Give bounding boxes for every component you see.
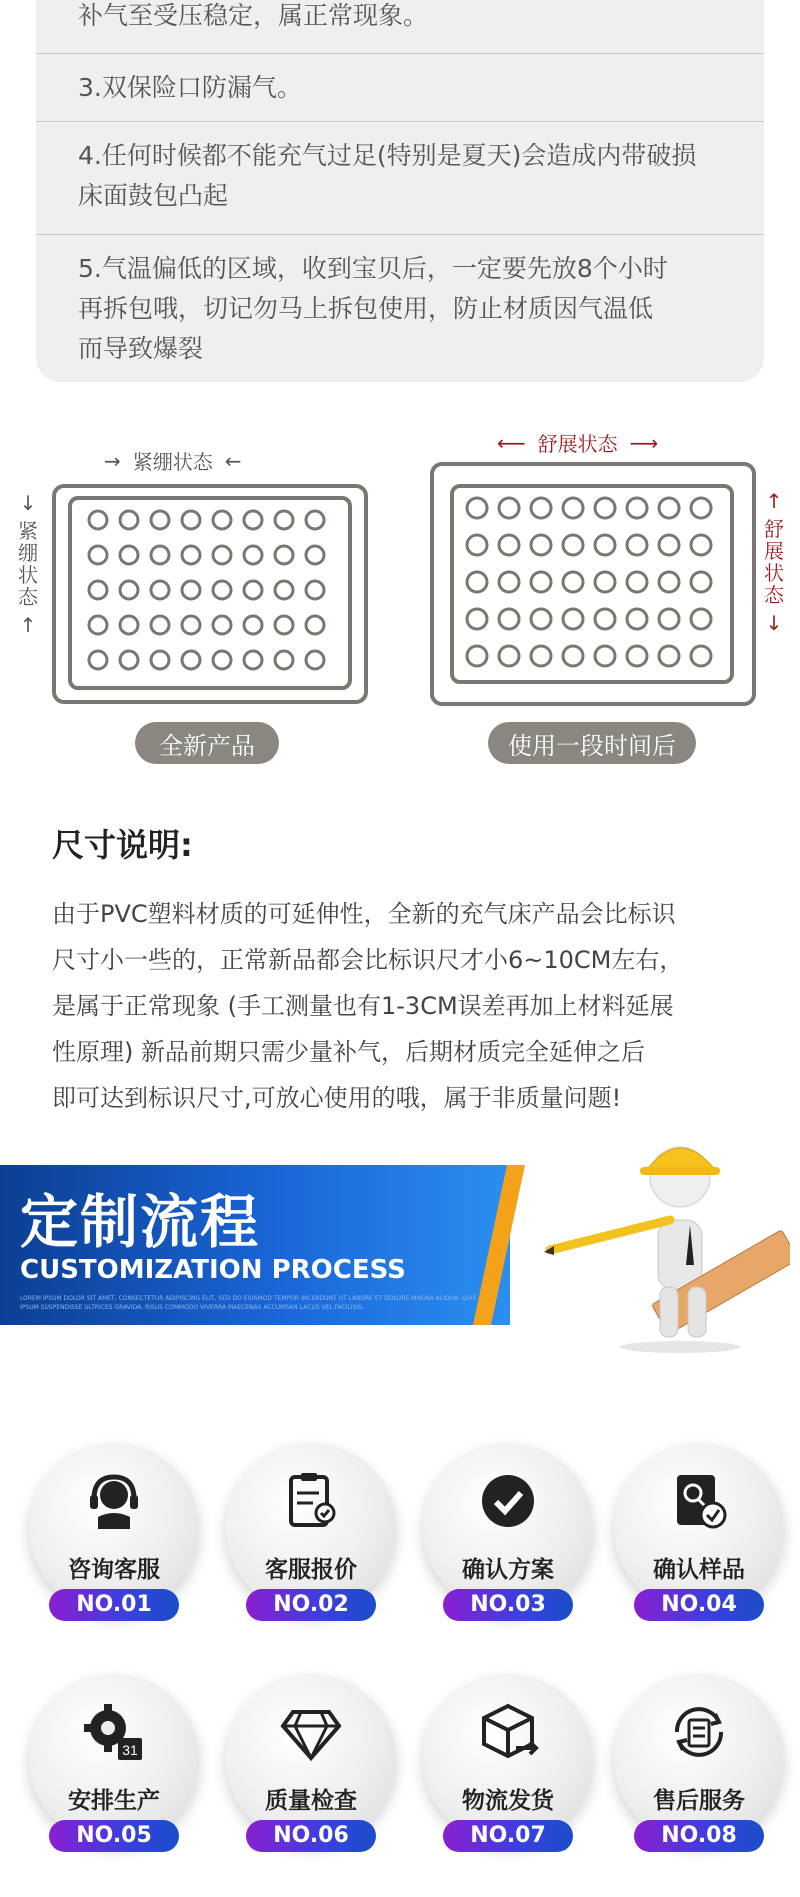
air-chamber-dot: [595, 498, 615, 518]
relaxed-side-label: [763, 490, 785, 634]
air-chamber-dot: [595, 535, 615, 555]
air-chamber-dot: [627, 572, 647, 592]
arrow-left-icon: ⟵: [497, 430, 526, 455]
air-chamber-dot: [213, 651, 231, 669]
process-step: [29, 1443, 199, 1617]
banner-title: 定制流程: [20, 1188, 261, 1256]
air-chamber-dot: [89, 511, 107, 529]
air-chamber-dot: [691, 646, 711, 666]
air-chamber-dot: [89, 581, 107, 599]
step-number-badge: NO.07: [443, 1820, 573, 1852]
air-chamber-dot: [89, 651, 107, 669]
arrow-up-icon: ↑: [765, 489, 783, 513]
air-chamber-dot: [595, 646, 615, 666]
air-chamber-dot: [595, 609, 615, 629]
air-chamber-dot: [531, 498, 551, 518]
air-chamber-dot: [120, 581, 138, 599]
air-chamber-dot: [691, 498, 711, 518]
banner-filler-text: LOREM IPSUM DOLOR SIT AMET, CONSECTETUR ADIPISCING ELIT, SED DO EIUSMOD TEMPOR INCIDIDUNT UT LABORE ET DOLORE MAGNA ALIQUA. QUIS IPSUM SUSPENDISSE ULTRICES GRAVIDA. RISUS COMMODO VIVERRA MAECENAS ACCUMSAN LACUS VEL FACILISIS.: [20, 1295, 477, 1311]
air-chamber-dot: [213, 511, 231, 529]
air-chamber-dot: [563, 498, 583, 518]
air-chamber-dot: [467, 609, 487, 629]
new-product-caption: [135, 722, 279, 764]
step-label: 确认方案: [462, 1557, 554, 1583]
after-sales-icon: [667, 1700, 731, 1764]
note-text: 5.气温偏低的区域，收到宝贝后，一定要先放8个小时: [78, 254, 668, 283]
step-number-badge: NO.01: [49, 1589, 179, 1621]
arrow-right-icon: →: [104, 448, 121, 473]
step-number-badge: NO.05: [49, 1820, 179, 1852]
air-chamber-dot: [244, 616, 262, 634]
package-shipping-icon: [476, 1700, 540, 1764]
size-text-line: 性原理) 新品前期只需少量补气，后期材质完全延伸之后: [52, 1038, 645, 1066]
air-chamber-dot: [306, 651, 324, 669]
diamond-icon: [279, 1700, 343, 1764]
air-chamber-dot: [467, 572, 487, 592]
air-chamber-dot: [306, 546, 324, 564]
size-title: 尺寸说明:: [52, 826, 193, 864]
air-chamber-dot: [151, 581, 169, 599]
tight-mattress-diagram: [52, 484, 370, 706]
air-chamber-dot: [275, 546, 293, 564]
check-circle-icon: [476, 1469, 540, 1533]
air-chamber-dot: [499, 572, 519, 592]
gear-calendar-icon: [82, 1700, 146, 1764]
sample-inspection-icon: [667, 1469, 731, 1533]
air-chamber-dot: [182, 651, 200, 669]
air-chamber-dot: [306, 581, 324, 599]
air-chamber-dot: [244, 546, 262, 564]
step-label: 客服报价: [265, 1557, 357, 1583]
air-chamber-dot: [691, 609, 711, 629]
tight-state-text: 紧绷状态: [132, 450, 213, 474]
air-chamber-dot: [595, 572, 615, 592]
note-text: 补气至受压稳定，属正常现象。: [78, 1, 429, 30]
air-chamber-dot: [627, 609, 647, 629]
tight-state-label: [104, 446, 242, 475]
air-chamber-dot: [244, 511, 262, 529]
air-chamber-dot: [120, 546, 138, 564]
note-text: 床面鼓包凸起: [78, 181, 229, 210]
air-chamber-dot: [627, 535, 647, 555]
air-chamber-dot: [531, 535, 551, 555]
svg-text:31: 31: [122, 1742, 138, 1758]
air-chamber-dot: [120, 511, 138, 529]
process-step: [226, 1674, 396, 1848]
arrow-down-icon: ↓: [19, 491, 37, 515]
tight-side-text: 紧绷状态: [18, 519, 38, 609]
air-chamber-dot: [89, 616, 107, 634]
air-chamber-dot: [467, 646, 487, 666]
note-item: [36, 54, 764, 122]
air-chamber-dot: [213, 616, 231, 634]
air-chamber-dot: [275, 511, 293, 529]
caption-text: 全新产品: [159, 731, 255, 760]
note-item: [36, 235, 764, 382]
air-chamber-dot: [275, 581, 293, 599]
note-item: [36, 0, 764, 54]
air-chamber-dot: [499, 498, 519, 518]
caption-text: 使用一段时间后: [508, 731, 676, 760]
arrow-right-icon: ⟶: [629, 430, 659, 455]
air-chamber-dot: [531, 646, 551, 666]
air-chamber-dot: [563, 609, 583, 629]
air-chamber-dot: [563, 572, 583, 592]
air-chamber-dot: [182, 511, 200, 529]
air-chamber-dot: [691, 535, 711, 555]
air-chamber-dot: [499, 535, 519, 555]
air-chamber-dot: [467, 535, 487, 555]
tight-side-label: [17, 492, 39, 636]
air-chamber-dot: [691, 572, 711, 592]
air-chamber-dot: [306, 616, 324, 634]
air-chamber-dot: [151, 651, 169, 669]
process-step: [614, 1443, 784, 1617]
air-chamber-dot: [182, 616, 200, 634]
step-number-badge: NO.08: [634, 1820, 764, 1852]
arrow-left-icon: ←: [224, 448, 242, 473]
air-chamber-dot: [275, 616, 293, 634]
note-text: 3.双保险口防漏气。: [78, 73, 302, 102]
air-chamber-dot: [244, 581, 262, 599]
size-text-line: 即可达到标识尺寸,可放心使用的哦，属于非质量问题!: [52, 1084, 622, 1112]
air-chamber-dot: [120, 616, 138, 634]
note-text: 再拆包哦，切记勿马上拆包使用，防止材质因气温低: [78, 294, 654, 323]
process-step: [423, 1674, 593, 1848]
note-item: [36, 122, 764, 235]
notes-panel: [36, 0, 764, 382]
step-number-badge: NO.04: [634, 1589, 764, 1621]
air-chamber-dot: [531, 609, 551, 629]
note-text: 4.任何时候都不能充气过足(特别是夏天)会造成内带破损: [78, 141, 697, 170]
air-chamber-dot: [499, 646, 519, 666]
air-chamber-dot: [151, 616, 169, 634]
relaxed-state-label: [497, 428, 658, 457]
air-chamber-dot: [659, 572, 679, 592]
air-chamber-dot: [659, 609, 679, 629]
step-label: 咨询客服: [68, 1557, 160, 1583]
air-chamber-dot: [182, 581, 200, 599]
air-chamber-dot: [213, 581, 231, 599]
size-text-line: 是属于正常现象 (手工测量也有1-3CM误差再加上材料延展: [52, 992, 674, 1020]
clipboard-quote-icon: [279, 1469, 343, 1533]
air-chamber-dot: [120, 651, 138, 669]
used-product-caption: [488, 722, 696, 764]
air-chamber-dot: [659, 498, 679, 518]
arrow-down-icon: ↓: [765, 611, 783, 635]
process-step: [614, 1674, 784, 1848]
air-chamber-dot: [89, 546, 107, 564]
air-chamber-dot: [182, 546, 200, 564]
relaxed-side-text: 舒展状态: [764, 517, 784, 607]
air-chamber-dot: [306, 511, 324, 529]
air-chamber-dot: [531, 572, 551, 592]
air-chamber-dot: [659, 646, 679, 666]
air-chamber-dot: [563, 535, 583, 555]
step-number-badge: NO.06: [246, 1820, 376, 1852]
air-chamber-dot: [213, 546, 231, 564]
air-chamber-dot: [467, 498, 487, 518]
relaxed-state-text: 舒展状态: [537, 432, 618, 456]
size-text-line: 由于PVC塑料材质的可延伸性，全新的充气床产品会比标识: [52, 900, 676, 928]
step-number-badge: NO.03: [443, 1589, 573, 1621]
air-chamber-dot: [275, 651, 293, 669]
step-label: 质量检查: [265, 1788, 357, 1814]
step-label: 售后服务: [653, 1788, 745, 1814]
air-chamber-dot: [659, 535, 679, 555]
step-number-badge: NO.02: [246, 1589, 376, 1621]
note-text: 而导致爆裂: [78, 334, 204, 363]
air-chamber-dot: [151, 511, 169, 529]
step-label: 物流发货: [462, 1788, 554, 1814]
process-step: [226, 1443, 396, 1617]
air-chamber-dot: [151, 546, 169, 564]
process-step: [423, 1443, 593, 1617]
air-chamber-dot: [627, 646, 647, 666]
process-step: [29, 1674, 199, 1848]
arrow-up-icon: ↑: [19, 613, 37, 637]
air-chamber-dot: [563, 646, 583, 666]
air-chamber-dot: [627, 498, 647, 518]
worker-mascot-illustration: [540, 1115, 790, 1355]
step-label: 确认样品: [653, 1557, 745, 1583]
size-text-line: 尺寸小一些的，正常新品都会比标识尺才小6~10CM左右，: [52, 946, 684, 974]
relaxed-mattress-diagram: [430, 462, 758, 706]
step-label: 安排生产: [68, 1788, 160, 1814]
air-chamber-dot: [499, 609, 519, 629]
banner-subtitle: CUSTOMIZATION PROCESS: [20, 1255, 406, 1285]
air-chamber-dot: [244, 651, 262, 669]
customer-service-headset-icon: [82, 1469, 146, 1533]
